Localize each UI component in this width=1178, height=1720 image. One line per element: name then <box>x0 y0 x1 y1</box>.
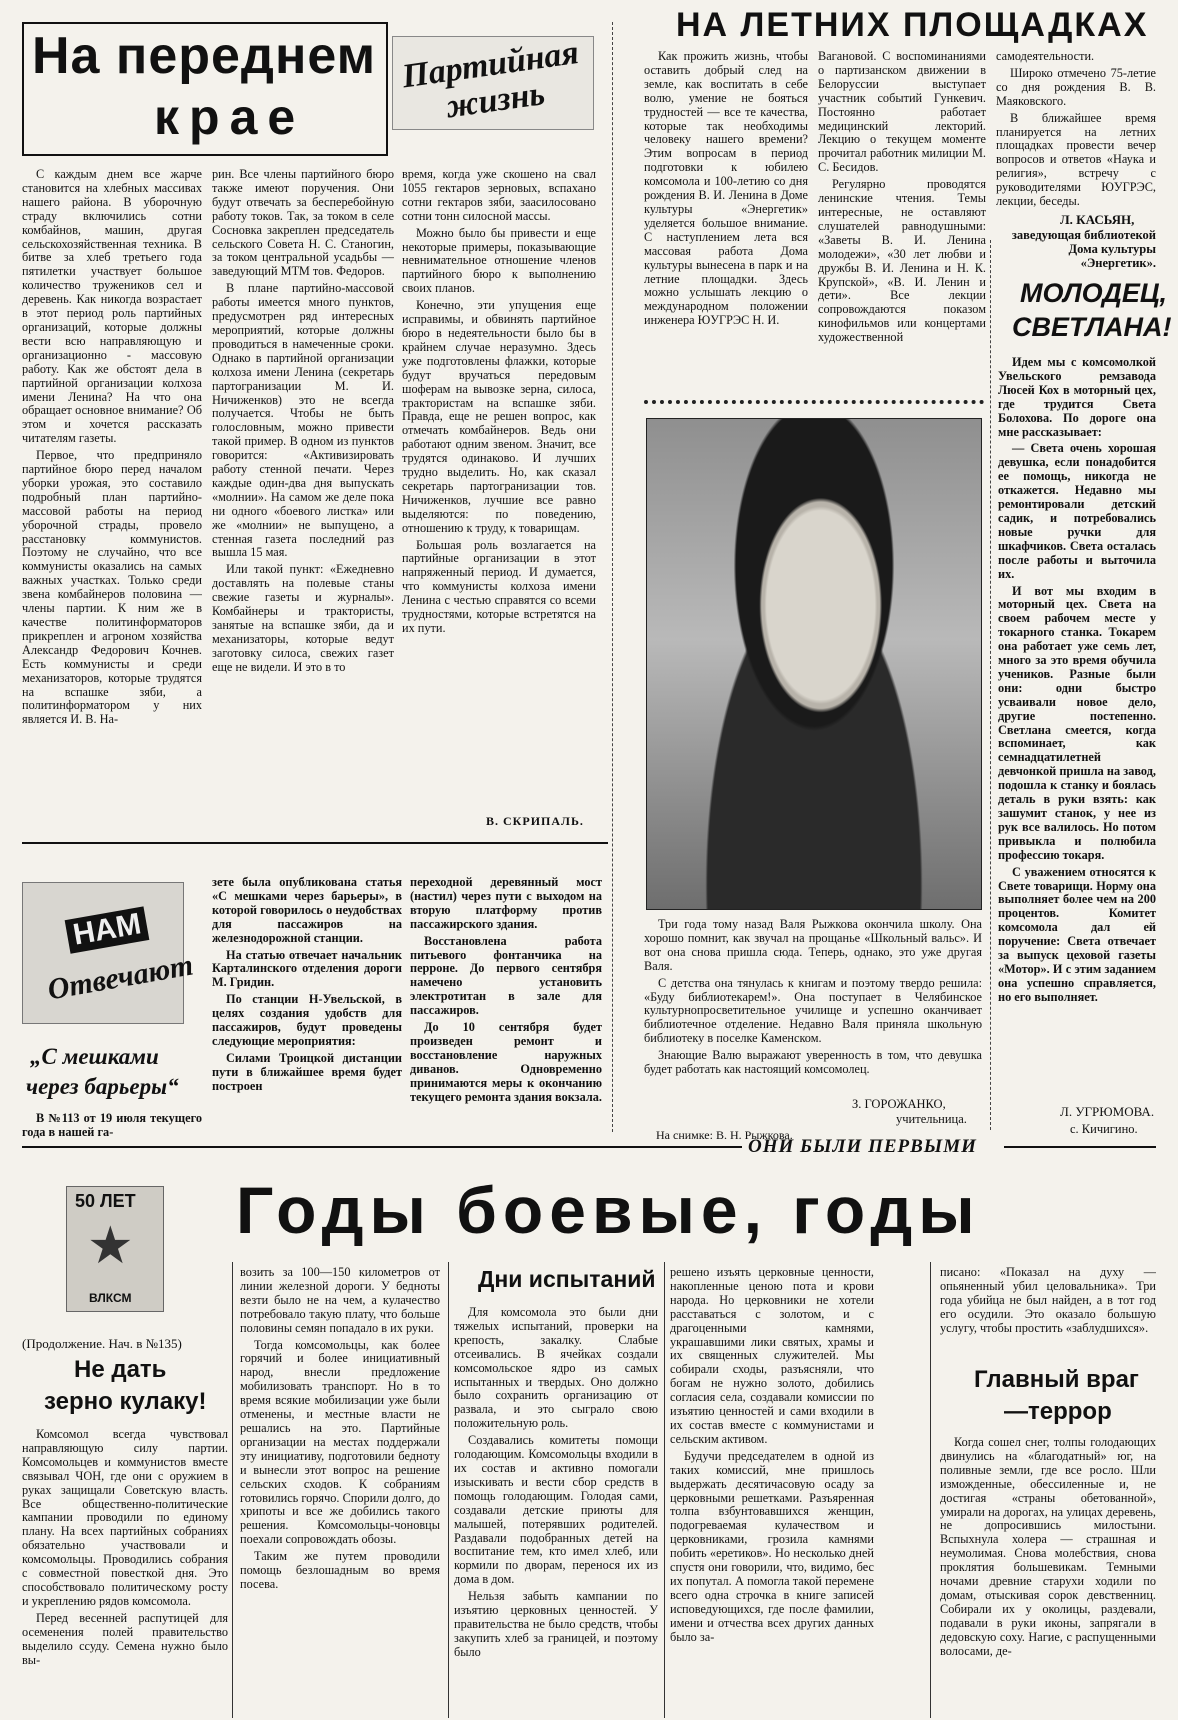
paragraph: Восстановлена работа питьевого фонтанчика на перроне. До первого сентября намечено установить электротитан в зале для пассажиров. <box>410 933 602 1018</box>
left-article-signature: В. СКРИПАЛЬ. <box>486 814 584 828</box>
paragraph: писано: «Показал на духу — опьяненный убил целовальника». Три года убийца не был найден, а в тот год его осудили. Это оказало большую услугу, чтобы простить «заблудшихся». <box>940 1266 1156 1335</box>
photo-caption-signature-role: учительница. <box>896 1112 967 1126</box>
summer-signature: Л. КАСЬЯН, <box>1060 212 1135 227</box>
paragraph: Идем мы с комсомолкой Увельского ремзавода Люсей Кох в моторный цех, где трудится Света Болохова. По дороге она мне рассказывает: <box>998 356 1156 439</box>
bottom-col5a <box>940 1266 1156 1370</box>
photo-credit: На снимке: В. Н. Рыжкова. <box>656 1128 793 1142</box>
paragraph: время, когда уже скошено на свал 1055 гектаров зерновых, вспахано сотни гектаров зяби, заасилосовано сотни тонн силосной массы. <box>402 168 596 223</box>
continuation-note: (Продолжение. Нач. в №135) <box>22 1336 182 1351</box>
bottom-col5b <box>940 1436 1156 1718</box>
paragraph: Регулярно проводятся ленинские чтения. Темы интересные, не оставляют слушателей равнодушными: «Заветы В. И. Ленина молодежи», «30 лет любви и дружбы В. И. Ленина и Н. К. Крупской», «В. И. Ленин и дети». Все лекции сопровождаются показом кинофильмов или концертами художественной <box>818 177 986 345</box>
paragraph: Широко отмечено 75-летие со дня рождения В. В. Маяковского. <box>996 65 1156 108</box>
emblem-top-text: 50 ЛЕТ <box>75 1191 136 1211</box>
vlksm-emblem <box>66 1186 164 1312</box>
paragraph: Комсомол всегда чувствовал направляющую силу партии. Комсомольцев и коммунистов вместе связывал ЧОН, где они с оружием в руках защищали Советскую власть. Все общественно-политические кампании проводили по единому плану. На всех партийных собраниях обязательно участвовали и комсомольцы. Проводились собрания с совместной повесткой дня. Это способствовало политическому росту и укреплению рядов комсомола. <box>22 1428 228 1608</box>
paragraph: По станции Н-Увельской, в целях создания удобств для пассажиров, будут проведены следующие мероприятия: <box>212 992 402 1048</box>
paragraph: Первое, что предприняло партийное бюро перед началом уборки урожая, это составило подробный план партийно-массовой работы на период уборочной страды, провело расстановку коммунистов. Поэтому не случайно, что все коммунисты оказались на самых важных участках. Только среди звена комбайнеров половина — члены партии. К ним же в качестве политинформаторов прикреплен и агроном хозяйства Александр Федорович Кочнев. Есть коммунисты и среди механизаторов, которые трудятся на вспашке зяби, а политинформатором у них является И. В. На- <box>22 448 202 727</box>
rubric-party-life <box>392 33 594 130</box>
summer-col2 <box>818 50 986 390</box>
paragraph: Большая роль возлагается на партийные организации в этот напряженный период. И думается, что коммунисты колхоза имени Ленина с честью справятся со всеми трудностями, которые встретятся на их пути. <box>402 537 596 635</box>
nam-badge-line2: Отвечают <box>45 948 196 1007</box>
molodets-signature: Л. УГРЮМОВА. <box>1060 1104 1155 1119</box>
paragraph: переходной деревянный мост (настил) через пути с выходом на вторую платформу против пассажирского здания. <box>410 876 602 931</box>
nam-otvechayut-badge <box>22 882 196 1024</box>
portrait-photo <box>646 418 982 910</box>
paragraph: На статью отвечает начальник Карталинского отделения дороги М. Гридин. <box>212 947 402 990</box>
bottom-headline: Годы боевые, годы <box>236 1173 981 1247</box>
molodets-title-line2: СВЕТЛАНА! <box>1012 312 1172 342</box>
nam-col2 <box>212 876 402 1142</box>
summer-col1 <box>644 50 808 390</box>
paragraph: Можно было бы привести и еще некоторые примеры, показывающие невнимательное отношение членов партийного бюро к выполнению своих планов. <box>402 225 596 296</box>
bottom-col1 <box>22 1428 228 1718</box>
summer-col3 <box>996 50 1156 220</box>
paragraph: Нельзя забыть кампании по изъятию церковных ценностей. У правительства не было средств, чтобы закупить хлеб за границей, и поэтому было <box>454 1589 658 1659</box>
paragraph: зете была опубликована статья «С мешками через барьеры», в которой говорилось о неудобствах для пассажиров на железнодорожной станции. <box>212 876 402 945</box>
paragraph: Конечно, эти упущения еще исправимы, и обвинять партийное бюро в недеятельности было бы в крайнем случае неразумно. Здесь уже подготовлены флажки, которые будут вручаться передовым шоферам на вывозке зерна, силоса, трактористам на вспашке зяби. Правда, еще не решен вопрос, как отмечать комбайнеров. Ведь они работают одним звеном. Значит, все трудятся одинаково. И лучших трудно выделить. Но, как сказал секретарь партогранизации тов. Ничиженков, лучшие все равно выделяются: по поведению, отношению к труду, к товарищам. <box>402 298 596 535</box>
divider <box>448 1262 449 1718</box>
paragraph: Как прожить жизнь, чтобы оставить добрый след на земле, как воспитать в себе волю, умение не бояться трудностей — все те качества, которые так необходимы человеку нашего времени? Этим вопросам в период подготовки к юбилею комсомола и 100-летию со дня рождения В. И. Ленина в Доме культуры «Энергетик» уделяется большое внимание. С наступлением лета вся массовая работа Дома культуры вынесена в парк и на летние площадки. Здесь можно услышать лекцию о международном положении инженера ЮУГРЭС Н. И. <box>644 50 808 328</box>
paragraph: В №113 от 19 июля текущего года в нашей га- <box>22 1112 202 1139</box>
bottom-rubric: ОНИ БЫЛИ ПЕРВЫМИ <box>748 1136 977 1157</box>
left-article-col3 <box>402 168 596 808</box>
paragraph: Для комсомола это были дни тяжелых испытаний, проверки на крепость, закалку. Слабые отсеивались. В ячейках создали комсомольское ядро из самых испытанных и твердых. Оно должно было сохранить организацию от развала, и это сыграло свою положительную роль. <box>454 1306 658 1431</box>
paragraph: Таким же путем проводили помощь безлошадным во время посева. <box>240 1549 440 1591</box>
paragraph: Будучи председателем в одной из таких комиссий, мне пришлось выдержать десятичасовую осаду за церковными решетками. Разъяренная толпа взбунтовавшихся женщин, подогреваемая кулачеством и церковниками, грозила камнями побить «еретиков». Но несколько дней спустя они говорили, что, видимо, бес их попутал. А помогла такой перемене всего одна строчка в книге записей исповедующихся, где после фамилии, имени и отчества всех других данных было за- <box>670 1448 874 1644</box>
divider <box>22 1146 742 1148</box>
paragraph: В ближайшее время планируется на летних площадках провести вечер вопросов и ответов «Наука и религия», встречу с руководителями ЮУГРЭС, лекции, беседы. <box>996 110 1156 209</box>
star-icon: ★ <box>87 1218 134 1275</box>
left-article-title-line2: крае <box>154 89 306 145</box>
nam-subtitle-line2: через барьеры“ <box>26 1074 179 1099</box>
sub3-line2: —террор <box>1004 1398 1112 1425</box>
bottom-col4 <box>670 1266 874 1718</box>
molodets-title-line1: МОЛОДЕЦ, <box>1020 278 1168 308</box>
paragraph: В плане партийно-массовой работы имеется много пунктов, предусмотрен ряд интересных мероприятий, которые должны проводиться в намеченные сроки. Однако в партийной организации колхоза имени Ленина (секретарь партогранизации М. И. Ничиженков) это не всегда получается. Чтобы не быть голословным, можно привести такой пример. В одном из пунктов говорится: «Активизировать работу стенной печати. Через каждые один-два дня выпускать «молнии». На самом же деле пока ни одного «боевого листка» или же «молнии» не выпущено, а стенная газета последний раз вышла 15 мая. <box>212 281 394 560</box>
nam-col1 <box>22 1112 202 1142</box>
bottom-col2 <box>240 1266 440 1718</box>
divider <box>232 1262 233 1718</box>
summer-signature-role: заведующая библиотекой Дома культуры «Энергетик». <box>1011 228 1156 270</box>
divider <box>664 1262 665 1718</box>
sub2-title: Дни испытаний <box>478 1266 656 1292</box>
left-title-box <box>22 22 388 156</box>
paragraph: рин. Все члены партийного бюро также имеют поручения. Они будут отвечать за бесперебойную работу токов. Так, за током в селе Сосновка закреплен председатель сельского Совета Н. С. Станогин, за током центральной усадьбы — заведующий МТМ тов. Федоров. <box>212 168 394 279</box>
paragraph: самодеятельности. <box>996 50 1095 63</box>
divider <box>644 400 984 404</box>
paragraph: Когда сошел снег, толпы голодающих двинулись на «благодатный» юг, на поливные земли, где все росло. Шли изможденные, обессиленные и, не достигая «страны обетованной», умирали на дорогах, на улицах деревень, не допросившись милостыни. Вспыхнула холера — страшная и неумолимая. Снова молебствия, снова проклятия большевикам. Темными ночами древние старухи ходили по домам, отыскивая сорок девственниц. Собирали их у околицы, раздевали, подавали в руки иконы, запрягали в дедовскую соху. Нагие, с распущенными волосами, де- <box>940 1436 1156 1658</box>
paragraph: Создавались комитеты помощи голодающим. Комсомольцы входили в их состав и активно помогали изыскивать и вести сбор средств в помощь голодающим. Голодая сами, создавали детские приюты для малышей, потерявших родителей. Раздавали подобранных детей на воспитание тем, кто имел хлеб, или кормили по дворам, перенося их из дома в дом. <box>454 1433 658 1587</box>
divider <box>1004 1146 1156 1148</box>
photo-caption <box>644 918 982 1094</box>
left-article-title-line1: На переднем <box>32 27 377 85</box>
paragraph: До 10 сентября будет произведен ремонт и восстановление наружных диванов. Одновременно принимаются меры к окончанию текущего ремонта здания вокзала. <box>410 1020 602 1104</box>
paragraph: возить за 100—150 километров от линии железной дороги. У бедноты везти было не на чем, а кулачество потребовало такую плату, что больше половины семян попадало в их руки. <box>240 1266 440 1335</box>
sub3-line1: Главный враг <box>974 1366 1139 1393</box>
summer-article-title: НА ЛЕТНИХ ПЛОЩАДКАХ <box>676 6 1149 44</box>
divider <box>990 240 991 1130</box>
paragraph: С уважением относятся к Свете товарищи. Норму она выполняет более чем на 200 процентов. Комитет комсомола дал ей поручение: Света отвечает за выпуск цеховой газеты «Мотор». И с этим заданием она успешно справляется, но его выполняет. <box>998 864 1156 1004</box>
nam-badge-line1: НАМ <box>65 906 150 953</box>
paragraph: решено изъять церковные ценности, накопленные ценою пота и крови народа. Но церковники не хотели расставаться с золотом, и с драгоценными камнями, украшавшими лики святых, храмы и их священных служителей. Мы собирали сходы, разъясняли, что богам не нужно золото, добились согласия села, создавали комиссии по изъятию ценностей и сами входили в их состав вместе с коммунистами и сельским активом. <box>670 1266 874 1446</box>
paragraph: Тогда комсомольцы, как более горячий и более инициативный народ, внесли предложение мобилизовать транспорт. Но в то время всякие мобилизации уже были отменены, и местные власти не решались на это. Партийные организации на местах поддержали эту инициативу, подготовили бедноту и вынесли этот вопрос на решение сельских сходов. К собраниям готовились горячо. Спорили долго, до хрипоты и все же добились такого решения. Комсомольцы-чоновцы поехали сопровождать обозы. <box>240 1337 440 1547</box>
divider <box>930 1262 931 1718</box>
nam-col3 <box>410 876 602 1142</box>
left-article-col2 <box>212 168 394 828</box>
paragraph: С каждым днем все жарче становится на хлебных массивах нашего района. В уборочную страду включились сотни комбайнов, машин, другая сельскохозяйственная техника. В битве за хлеб третьего года пятилетки участвует большое количество тружеников сел и деревень. Как никогда возрастает в этот период роль партийных организаций, которые должны вести всю направляющую и организационно - массовую работу. Как же обстоят дела в партийной организации колхоза имени Ленина? На что она обращает основное внимание? Об этом и хочется рассказать читателям газеты. <box>22 168 202 446</box>
emblem-bottom-text: ВЛКСМ <box>89 1291 132 1305</box>
paragraph: Силами Троицкой дистанции пути в ближайшее время будет построен <box>212 1050 402 1093</box>
molodets-body <box>998 356 1156 1096</box>
paragraph: — Света очень хорошая девушка, если понадобится ее помощь, никогда не откажется. Недавно мы ремонтировали детский садик, и потребовались новые ручки для шкафчиков. Света осталась после работы и выточила их. <box>998 441 1156 581</box>
sub1-line2: зерно кулаку! <box>44 1388 207 1415</box>
divider <box>612 22 613 1132</box>
sub1-line1: Не дать <box>74 1356 167 1383</box>
nam-subtitle-line1: „С мешками <box>30 1044 159 1069</box>
rubric-party-life-text: Партийная жизнь <box>399 33 581 126</box>
paragraph: Три года тому назад Валя Рыжкова окончила школу. Она хорошо помнит, как звучал на прощанье «Школьный вальс». И вот она снова пришла сюда. Теперь, однако, это уже другая Валя. <box>644 918 982 973</box>
paragraph: Перед весенней распутицей для осеменения полей правительство выделило ссуду. Семена нужно было вы- <box>22 1610 228 1667</box>
paragraph: Вагановой. С воспоминаниями о партизанском движении в Белоруссии выступает участник событий Гункевич. Постоянно работает медицинский лекторий. Лекцию о текущем моменте прочитал работник милиции М. С. Бесидов. <box>818 50 986 175</box>
molodets-place: с. Кичигино. <box>1070 1122 1138 1136</box>
paragraph: И вот мы входим в моторный цех. Света на своем рабочем месте у токарного станка. Токарем она работает уже семь лет, много за это время обучила учеников. Разные были они: одни быстро усваивали новое дело, другие постепенно. Светлана смеется, когда вспоминает, как семнадцатилетней девчонкой пришла на завод, подошла к станку и боялась деталь в руки взять: как зашумит станок, у нее из рук все валилось. Но потом привыкла и полюбила профессию токаря. <box>998 583 1156 862</box>
paragraph: Или такой пункт: «Ежедневно доставлять на полевые станы свежие газеты и журналы». Комбайнеры и трактористы, занятые на вспашке зяби, да и механизаторы, которые ведут заготовку силоса, свежих газет еще не видели. И это в то <box>212 562 394 674</box>
bottom-col3 <box>454 1306 658 1718</box>
left-article-col1 <box>22 168 202 828</box>
paragraph: Знающие Валю выражают уверенность в том, что девушка будет работать как настоящий комсомолец. <box>644 1048 982 1077</box>
photo-caption-signature: З. ГОРОЖАНКО, <box>852 1097 946 1111</box>
paragraph: С детства она тянулась к книгам и поэтому твердо решила: «Буду библиотекарем!». Она поступает в Челябинское культурнопросветительное училище и успешно оканчивает библиотечное отделение. Недавно Валя приняла школьную библиотеку в поселке Каменском. <box>644 975 982 1046</box>
divider <box>22 842 608 844</box>
